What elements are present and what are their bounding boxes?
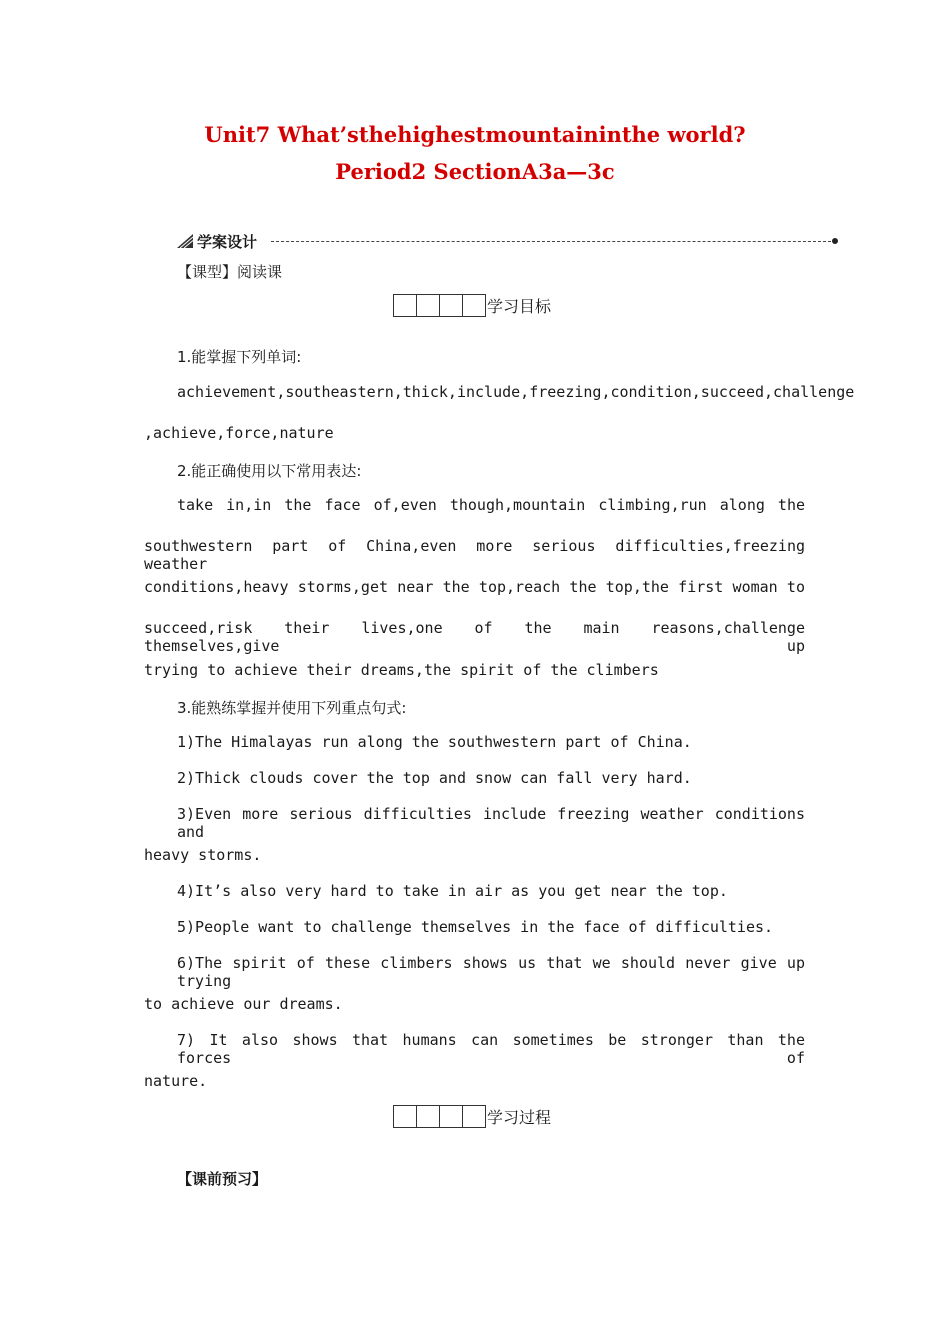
process-heading-label: 学习过程 bbox=[487, 1108, 552, 1127]
heading-boxes bbox=[393, 1105, 485, 1128]
process-heading bbox=[393, 1105, 551, 1128]
section-banner bbox=[177, 231, 839, 251]
goal1-words-line2: ,achieve,force,nature bbox=[144, 424, 334, 442]
sentence-7-cont: nature. bbox=[144, 1072, 208, 1090]
sentence-5: 5)People want to challenge themselves in the face of difficulties. bbox=[177, 918, 774, 936]
goal2-line: succeed,risk their lives,one of the main reasons,challenge themselves,give up bbox=[144, 619, 805, 655]
preview-heading: 【课前预习】 bbox=[177, 1170, 268, 1188]
sentence-3: 3)Even more serious difficulties include freezing weather conditions and bbox=[177, 805, 805, 841]
sentence-1: 1)The Himalayas run along the southwestern part of China. bbox=[177, 733, 692, 751]
sentence-4: 4)It’s also very hard to take in air as you get near the top. bbox=[177, 882, 728, 900]
goal2-heading: 2.能正确使用以下常用表达: bbox=[177, 462, 362, 480]
goal1-words-line1: achievement,southeastern,thick,include,freezing,condition,succeed,challenge bbox=[177, 383, 855, 401]
goal2-line: southwestern part of China,even more serious difficulties,freezing weather bbox=[144, 537, 805, 573]
goals-heading bbox=[393, 294, 551, 317]
goal2-line: conditions,heavy storms,get near the top,reach the top,the first woman to bbox=[144, 578, 805, 596]
pencil-icon bbox=[177, 234, 193, 248]
goal1-heading: 1.能掌握下列单词: bbox=[177, 348, 302, 366]
sentence-2: 2)Thick clouds cover the top and snow can fall very hard. bbox=[177, 769, 692, 787]
sentence-6-cont: to achieve our dreams. bbox=[144, 995, 343, 1013]
banner-label: 学案设计 bbox=[197, 233, 258, 251]
lesson-type: 【课型】阅读课 bbox=[177, 263, 283, 281]
document-title-line1: Unit7 What’sthehighestmountaininthe world? bbox=[204, 122, 746, 147]
heading-boxes bbox=[393, 294, 485, 317]
goal3-heading: 3.能熟练掌握并使用下列重点句式: bbox=[177, 699, 407, 717]
sentence-6: 6)The spirit of these climbers shows us that we should never give up trying bbox=[177, 954, 805, 990]
sentence-7: 7) It also shows that humans can sometimes be stronger than the forces of bbox=[177, 1031, 805, 1067]
goals-heading-label: 学习目标 bbox=[487, 297, 552, 316]
banner-end-dot bbox=[832, 238, 838, 244]
goal2-line: trying to achieve their dreams,the spirit of the climbers bbox=[144, 661, 659, 679]
document-title-line2: Period2 SectionA3a—3c bbox=[335, 159, 615, 184]
goal2-line: take in,in the face of,even though,mountain climbing,run along the bbox=[177, 496, 805, 514]
banner-rule bbox=[271, 241, 831, 242]
sentence-3-cont: heavy storms. bbox=[144, 846, 262, 864]
